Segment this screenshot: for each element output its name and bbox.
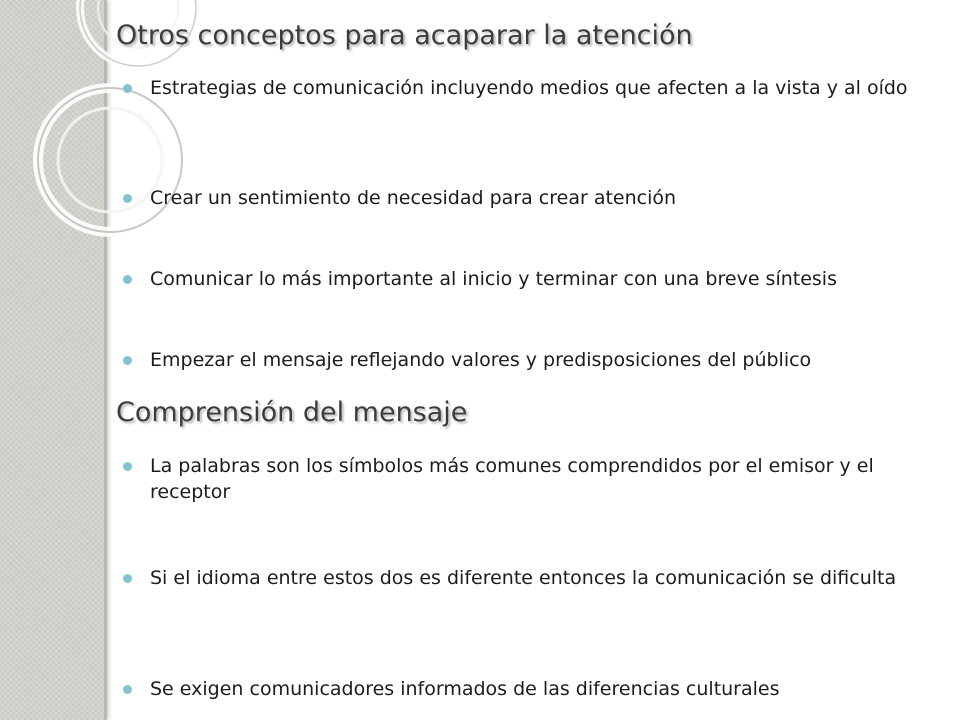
list-item <box>150 266 945 292</box>
bullet-text: Si el idioma entre estos dos es diferente entonces la comunicación se dificulta <box>150 567 897 589</box>
list-item <box>150 453 945 505</box>
bullet-text: Crear un sentimiento de necesidad para crear atención <box>150 187 677 209</box>
section-title-comprehension: Comprensión del mensaje <box>116 397 468 428</box>
bullet-dot-icon <box>123 574 132 583</box>
section-title-attention: Otros conceptos para acaparar la atención <box>116 20 693 51</box>
bullet-text: Comunicar lo más importante al inicio y terminar con una breve síntesis <box>150 268 837 290</box>
bullet-dot-icon <box>123 356 132 365</box>
bullet-text: Se exigen comunicadores informados de las diferencias culturales <box>150 678 780 700</box>
bullet-text: Empezar el mensaje reflejando valores y predisposiciones del público <box>150 349 812 371</box>
list-item <box>150 75 945 101</box>
bullet-dot-icon <box>123 685 132 694</box>
list-item <box>150 676 945 702</box>
bullet-dot-icon <box>123 462 132 471</box>
bullet-dot-icon <box>123 194 132 203</box>
bullet-text: Estrategias de comunicación incluyendo medios que afecten a la vista y al oído <box>150 77 908 99</box>
list-item <box>150 347 945 373</box>
list-item <box>150 185 945 211</box>
bullet-dot-icon <box>123 84 132 93</box>
bullet-text: La palabras son los símbolos más comunes comprendidos por el emisor y el receptor <box>150 455 874 503</box>
bullet-dot-icon <box>123 275 132 284</box>
list-item <box>150 565 945 591</box>
